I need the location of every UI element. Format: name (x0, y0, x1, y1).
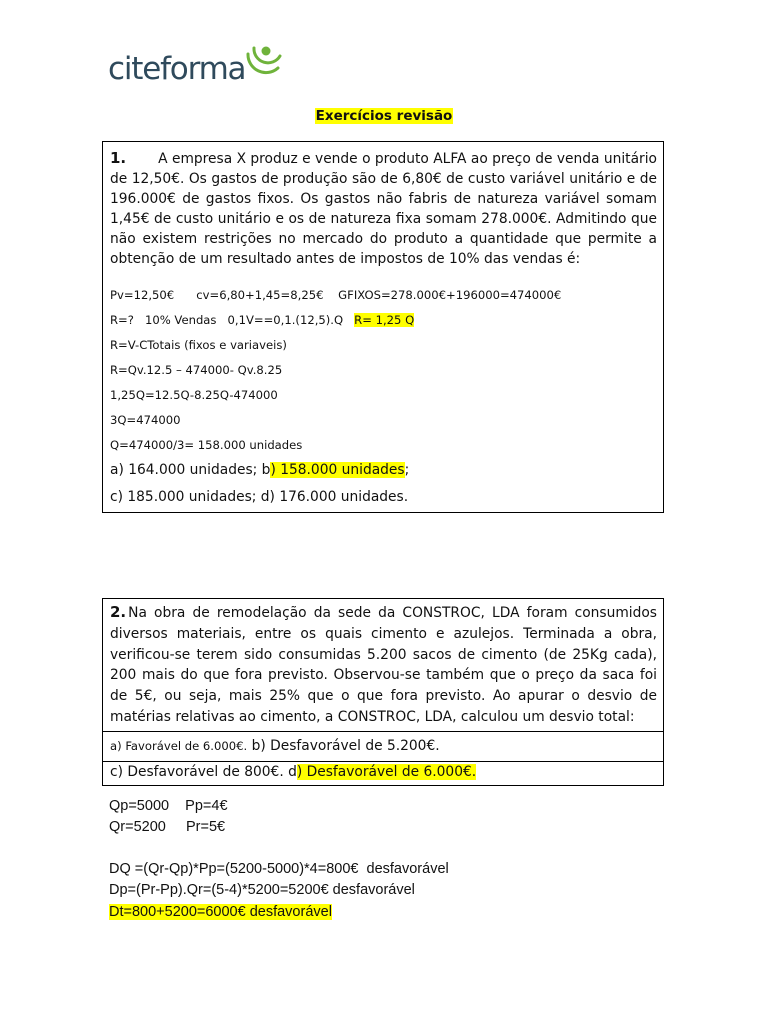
calc-line: R=? 10% Vendas 0,1V==0,1.(12,5).Q R= 1,25 Q (110, 313, 415, 327)
solution-line: Dp=(Pr-Pp).Qr=(5-4)*5200=5200€ desfavorável (109, 882, 415, 898)
calc-line: 1,25Q=12.5Q-8.25Q-474000 (110, 388, 278, 402)
citeforma-logo (108, 40, 308, 90)
divider (103, 731, 663, 732)
page-title: Exercícios revisão (315, 108, 453, 124)
calc-line: R=V-CTotais (fixos e variaveis) (110, 338, 287, 352)
question-1-options-ab: a) 164.000 unidades; b) 158.000 unidades; (110, 462, 410, 478)
question-1-text: 1. A empresa X produz e vende o produto ALFA ao preço de venda unitário de 12,50€. Os gastos de produção são de 6,80€ de custo variável unitário e de 196.000€ de gastos fixos. Os gastos não fabris de natureza variável somam 1,45€ de custo unitário e os de natureza fixa somam 278.000€. Admitindo que não existem restrições no mercado do produto a quantidade que permite a obtenção de um resultado antes de impostos de 10% das vendas é: (110, 149, 657, 267)
calc-answer-highlight: R= 1,25 Q (354, 313, 415, 327)
solution-line: Qp=5000 Pp=4€ (109, 798, 228, 814)
calc-line: Pv=12,50€ cv=6,80+1,45=8,25€ GFIXOS=278.000€+196000=474000€ (110, 288, 562, 302)
question-1-options-cd: c) 185.000 unidades; d) 176.000 unidades. (110, 489, 409, 505)
solution-line: DQ =(Qr-Qp)*Pp=(5200-5000)*4=800€ desfavorável (109, 861, 449, 877)
question-2-text: 2. Na obra de remodelação da sede da CONSTROC, LDA foram consumidos diversos materiais, entre os quais cimento e azulejos. Terminada a obra, verificou-se terem sido consumidas 5.200 sacos de cimento (de 25Kg cada), 200 mais do que fora previsto. Observou-se também que o preço da saca foi de 5€, ou seja, mais 25% que o que fora previsto. Ao apurar o desvio de matérias relativas ao cimento, a CONSTROC, LDA, calculou um desvio total: (110, 603, 657, 725)
calc-line: 3Q=474000 (110, 413, 181, 427)
question-1-box (102, 141, 664, 513)
question-2-options-ab: a) Favorável de 6.000€. b) Desfavorável de 5.200€. (110, 738, 440, 754)
divider (103, 761, 663, 762)
logo-text: citeforma (108, 51, 246, 87)
solution-line: Qr=5200 Pr=5€ (109, 819, 226, 835)
question-2-box (102, 598, 664, 786)
correct-answer-highlight: ) Desfavorável de 6.000€. (296, 764, 477, 780)
logo-swirl-icon (246, 40, 282, 76)
calc-line: Q=474000/3= 158.000 unidades (110, 438, 303, 452)
solution-total: Dt=800+5200=6000€ desfavorável (109, 904, 332, 920)
correct-answer-highlight: ) 158.000 unidades (270, 462, 405, 478)
calc-line: R=Qv.12.5 – 474000- Qv.8.25 (110, 363, 283, 377)
question-2-options-cd: c) Desfavorável de 800€. d) Desfavorável de 6.000€. (110, 764, 477, 780)
